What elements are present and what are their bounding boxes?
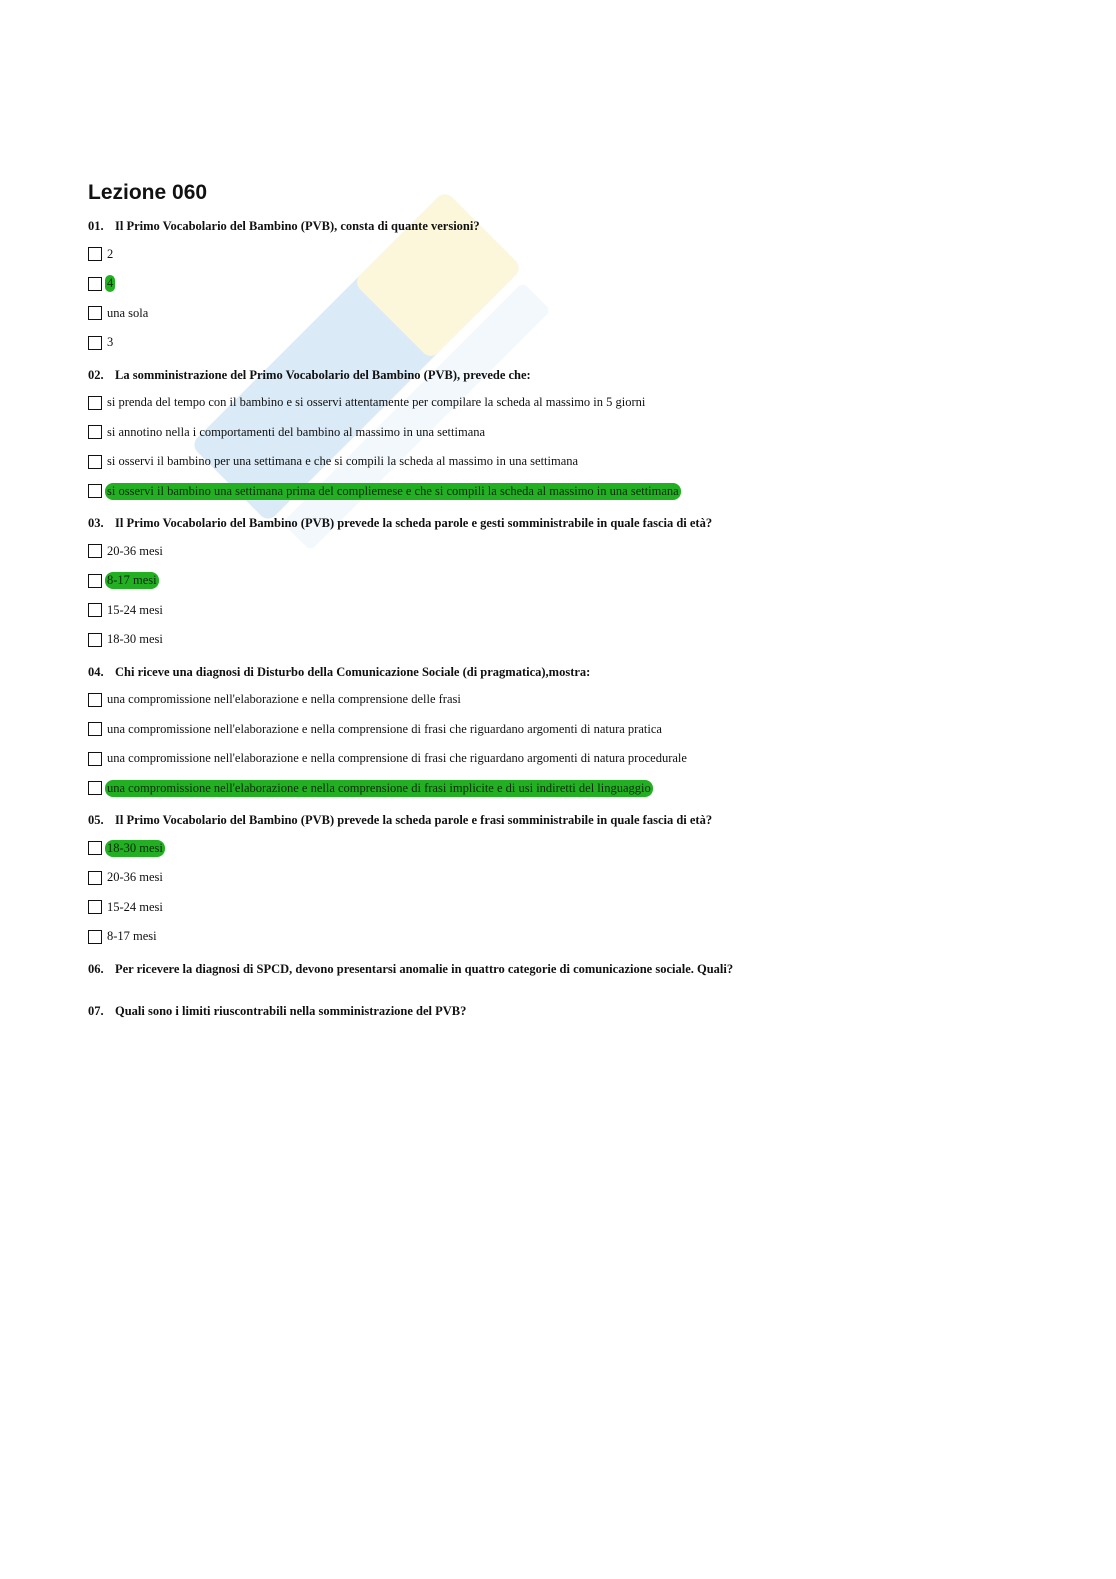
checkbox[interactable]	[88, 781, 102, 795]
question-label: Il Primo Vocabolario del Bambino (PVB) prevede la scheda parole e frasi somministrabile in quale fascia di età?	[115, 813, 713, 827]
checkbox[interactable]	[88, 247, 102, 261]
option-text: 2	[107, 246, 114, 261]
answer-option[interactable]	[88, 393, 1048, 413]
checkbox[interactable]	[88, 693, 102, 707]
option-text: 15-24 mesi	[107, 899, 163, 914]
checkbox[interactable]	[88, 633, 102, 647]
answer-option[interactable]	[88, 838, 1048, 858]
option-text: una compromissione nell'elaborazione e nella comprensione delle frasi	[107, 692, 461, 706]
option-text: una compromissione nell'elaborazione e nella comprensione di frasi che riguardano argomenti di natura pratica	[107, 721, 662, 736]
question-label: Chi riceve una diagnosi di Disturbo della Comunicazione Sociale (di pragmatica),mostra:	[115, 664, 591, 679]
answer-option[interactable]	[88, 778, 1048, 798]
question-number: 05.	[88, 813, 104, 827]
question-text	[88, 812, 1048, 828]
checkbox[interactable]	[88, 752, 102, 766]
option-text-highlighted: 18-30 mesi	[107, 840, 163, 855]
option-text: 15-24 mesi	[107, 602, 163, 617]
answer-option[interactable]	[88, 690, 1048, 710]
answer-option[interactable]	[88, 333, 1048, 353]
question-text	[88, 218, 1048, 234]
answer-option[interactable]	[88, 244, 1048, 264]
document-page	[88, 180, 1048, 1045]
checkbox[interactable]	[88, 455, 102, 469]
option-text: si osservi il bambino per una settimana e che si compili la scheda al massimo in una settimana	[107, 454, 579, 468]
checkbox[interactable]	[88, 336, 102, 350]
checkbox[interactable]	[88, 841, 102, 855]
option-text: 18-30 mesi	[107, 632, 163, 646]
question-number: 02.	[88, 367, 104, 382]
option-text: una sola	[107, 305, 149, 320]
question-label: La somministrazione del Primo Vocabolario del Bambino (PVB), prevede che:	[115, 367, 531, 382]
lesson-title: Lezione 060	[88, 181, 208, 204]
option-text: 3	[107, 335, 114, 349]
checkbox[interactable]	[88, 425, 102, 439]
answer-option[interactable]	[88, 868, 1048, 888]
question-02	[88, 367, 1048, 502]
answer-option[interactable]	[88, 481, 1048, 501]
answer-option[interactable]	[88, 541, 1048, 561]
question-03	[88, 515, 1048, 650]
question-number: 06.	[88, 961, 104, 976]
question-04	[88, 664, 1048, 799]
answer-option[interactable]	[88, 630, 1048, 650]
checkbox[interactable]	[88, 930, 102, 944]
answer-option[interactable]	[88, 719, 1048, 739]
option-text: si prenda del tempo con il bambino e si osservi attentamente per compilare la scheda al massimo in 5 giorni	[107, 395, 646, 409]
question-number: 01.	[88, 219, 104, 233]
answer-option[interactable]	[88, 897, 1048, 917]
answer-option[interactable]	[88, 749, 1048, 769]
question-label: Per ricevere la diagnosi di SPCD, devono presentarsi anomalie in quattro categorie di comunicazione sociale. Quali?	[115, 961, 734, 976]
answer-option[interactable]	[88, 600, 1048, 620]
option-text: 20-36 mesi	[107, 870, 163, 884]
answer-option[interactable]	[88, 422, 1048, 442]
option-text: 20-36 mesi	[107, 543, 163, 558]
option-text-highlighted: 8-17 mesi	[107, 573, 157, 587]
question-01	[88, 218, 1048, 353]
question-label: Il Primo Vocabolario del Bambino (PVB) prevede la scheda parole e gesti somministrabile in quale fascia di età?	[115, 516, 713, 530]
question-text	[88, 515, 1048, 531]
checkbox[interactable]	[88, 544, 102, 558]
option-text-highlighted: si osservi il bambino una settimana prima del compliemese e che si compili la scheda al massimo in una settimana	[107, 483, 679, 498]
question-07	[88, 1003, 1048, 1019]
option-text-highlighted: 4	[107, 276, 114, 290]
option-text: si annotino nella i comportamenti del bambino al massimo in una settimana	[107, 424, 486, 439]
option-text: una compromissione nell'elaborazione e nella comprensione di frasi che riguardano argomenti di natura procedurale	[107, 751, 687, 765]
answer-option[interactable]	[88, 303, 1048, 323]
checkbox[interactable]	[88, 277, 102, 291]
option-text-highlighted: una compromissione nell'elaborazione e nella comprensione di frasi implicite e di usi indiretti del linguaggio	[107, 780, 651, 795]
answer-option[interactable]	[88, 274, 1048, 294]
question-06	[88, 961, 1048, 977]
question-number: 03.	[88, 516, 104, 530]
question-number: 07.	[88, 1003, 104, 1018]
question-label: Quali sono i limiti riuscontrabili nella somministrazione del PVB?	[115, 1003, 467, 1018]
question-text	[88, 1003, 1048, 1019]
question-label: Il Primo Vocabolario del Bambino (PVB), consta di quante versioni?	[115, 219, 480, 233]
answer-option[interactable]	[88, 571, 1048, 591]
checkbox[interactable]	[88, 603, 102, 617]
question-text	[88, 961, 1048, 977]
question-number: 04.	[88, 664, 104, 679]
checkbox[interactable]	[88, 396, 102, 410]
answer-option[interactable]	[88, 452, 1048, 472]
question-text	[88, 367, 1048, 383]
question-text	[88, 664, 1048, 680]
checkbox[interactable]	[88, 722, 102, 736]
checkbox[interactable]	[88, 574, 102, 588]
checkbox[interactable]	[88, 306, 102, 320]
option-text: 8-17 mesi	[107, 929, 157, 943]
answer-option[interactable]	[88, 927, 1048, 947]
checkbox[interactable]	[88, 871, 102, 885]
checkbox[interactable]	[88, 484, 102, 498]
question-05	[88, 812, 1048, 947]
checkbox[interactable]	[88, 900, 102, 914]
